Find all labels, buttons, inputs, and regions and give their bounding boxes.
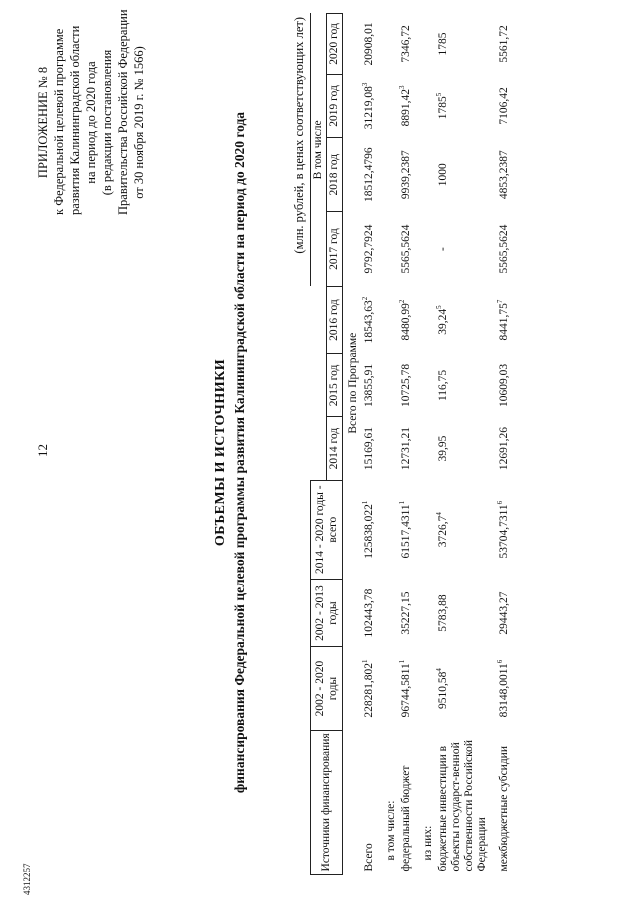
cell: 10609,03: [498, 363, 510, 407]
cell: 3726,7$^4$: [435, 512, 449, 548]
appendix-line: (в редакции постановления: [100, 49, 114, 196]
cell: 9939,2387: [400, 150, 412, 200]
financing-table: [310, 13, 512, 875]
header-year-2016: 2016 год: [327, 286, 343, 354]
cell: 18512,4796: [363, 147, 375, 202]
header-year-2020: 2020 год: [327, 14, 343, 75]
cell: 7346,72: [400, 25, 412, 63]
cell: 116,75: [437, 369, 449, 402]
header-year-2018: 2018 год: [327, 138, 343, 212]
cell: 20908,01: [363, 22, 375, 66]
appendix-block: [35, 9, 147, 215]
cell: 35227,15: [400, 591, 412, 635]
cell: 7106,42: [498, 87, 510, 125]
units-note: (млн. рублей, в ценах соответствующих лет): [292, 17, 306, 254]
header-total-2002-2013: 2002 - 2013 годы: [311, 579, 343, 647]
header-year-2019: 2019 год: [327, 74, 343, 137]
cell: 10725,78: [400, 363, 412, 407]
cell: 8891,42$^3$: [398, 85, 412, 127]
cell: 4853,2387: [498, 150, 510, 200]
cell: 125838,022$^1$: [361, 500, 375, 559]
table-row: [399, 14, 414, 875]
cell: 1000: [437, 163, 449, 187]
page-subtitle: финансирования Федеральной целевой программы развития Калининградской области на период до 2020 года: [232, 111, 247, 794]
cell: 53704,7311$^6$: [496, 500, 510, 559]
header-incl: В том числе: [311, 14, 327, 287]
appendix-line: к Федеральной целевой программе: [52, 28, 66, 215]
table-row: [490, 14, 512, 875]
cell: 12731,21: [400, 426, 412, 471]
header-total-2002-2020: 2002 - 2020 годы: [311, 647, 343, 730]
appendix-line: на период до 2020 года: [84, 61, 98, 184]
header-total-2014-2020: 2014 - 2020 годы - всего: [311, 480, 343, 579]
cell: 8480,99$^2$: [398, 299, 412, 341]
cell: 102443,78: [363, 588, 375, 638]
cell: 1785: [437, 32, 449, 56]
appendix-line: Правительства Российской Федерации: [116, 9, 130, 215]
table-row: [414, 14, 436, 875]
cell: -: [437, 247, 449, 251]
cell: 5565,5624: [400, 224, 412, 274]
appendix-line: от 30 ноября 2019 г. № 1566): [132, 46, 146, 199]
cell: 5561,72: [498, 25, 510, 63]
cell: 9510,58$^4$: [435, 668, 449, 709]
cell: 29443,27: [498, 591, 510, 635]
cell: 228281,802$^1$: [361, 659, 375, 718]
cell: 61517,4311$^1$: [398, 500, 412, 559]
cell: 31219,08$^3$: [361, 82, 375, 130]
row-label: межбюджетные субсидии: [498, 746, 510, 872]
cell: 15169,61: [363, 426, 375, 471]
row-label: Всего: [363, 843, 375, 872]
page-title: ОБЪЕМЫ И ИСТОЧНИКИ: [213, 358, 228, 547]
row-label: федеральный бюджет: [400, 765, 412, 872]
row-label: в том числе:: [385, 800, 397, 861]
section-title: Всего по Программе: [347, 332, 359, 434]
cell: 5783,88: [437, 594, 449, 632]
page-number: 12: [35, 444, 50, 457]
table-row: [377, 14, 399, 875]
cell: 5565,5624: [498, 224, 510, 274]
cell: 13855,91: [363, 363, 375, 407]
cell: 12691,26: [498, 426, 510, 471]
cell: 18543,63$^2$: [361, 296, 375, 344]
appendix-line: ПРИЛОЖЕНИЕ № 8: [36, 66, 50, 179]
cell: 39,24$^5$: [435, 305, 449, 335]
row-label: бюджетные инвестиции в объекты государст-венной собственности Российской Федерации: [437, 740, 488, 872]
header-year-2015: 2015 год: [327, 354, 343, 417]
document-code: 4312257: [22, 863, 32, 895]
header-year-2017: 2017 год: [327, 212, 343, 286]
cell: 83148,0011$^6$: [496, 659, 510, 718]
cell: 39,95: [437, 435, 449, 462]
row-label: из них:: [422, 825, 434, 861]
table-row: [362, 14, 377, 875]
header-year-2014: 2014 год: [327, 417, 343, 480]
table-row: [436, 14, 490, 875]
header-source: Источники финансирования: [311, 730, 343, 874]
appendix-line: развития Калининградской области: [68, 25, 82, 215]
cell: 1785$^5$: [435, 92, 449, 120]
cell: 96744,5811$^1$: [398, 659, 412, 718]
cell: 9792,7924: [363, 224, 375, 274]
cell: 8441,75$^7$: [496, 299, 510, 341]
